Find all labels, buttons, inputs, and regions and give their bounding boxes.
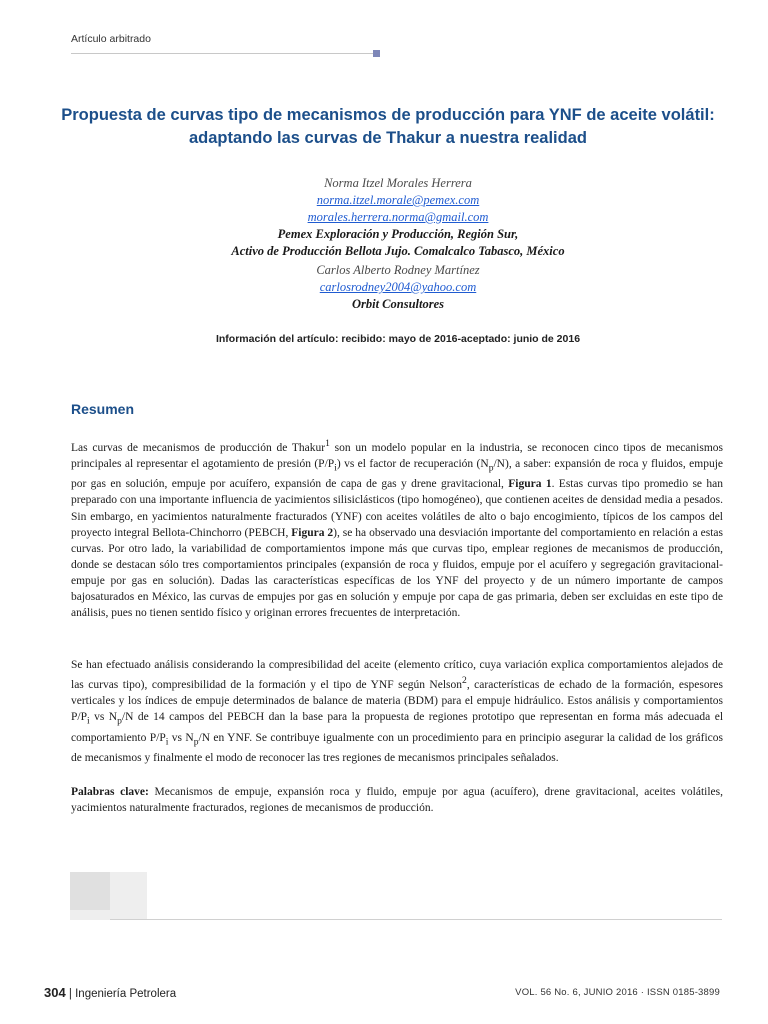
keywords-text: Mecanismos de empuje, expansión roca y fluido, empuje por agua (acuífero), drene gravitacional, aceites volátiles, yacimientos naturalmente fracturados, regiones de mecanismos de producción. (71, 786, 723, 815)
text-run: . Estas curvas tipo promedio se han preparado con una importante influencia de yacimientos silisiclásticos (tipo homogéneo), que contienen aceites de densidad media a pesados. Sin embargo, en yacimientos naturalmente fracturados (YNF) con aceites volátiles de alto o bajo encogimiento, típicos de los campos del proyecto integral Bellota-Chinchorro (PEBCH, (71, 478, 723, 539)
subscript: p (488, 462, 494, 474)
journal-name: Ingeniería Petrolera (75, 988, 177, 1000)
reference-number: 2 (462, 675, 467, 687)
decorative-block (70, 872, 110, 910)
decorative-block (110, 872, 147, 920)
author-affiliation: Pemex Exploración y Producción, Región Sur, (277, 227, 519, 241)
subscript: p (117, 715, 122, 727)
footer-separator: | (68, 988, 72, 1000)
text-run: vs N (89, 711, 118, 724)
author-name: Carlos Alberto Rodney Martínez (316, 263, 480, 277)
page-number: 304 (44, 985, 66, 1000)
top-rule (71, 53, 376, 54)
text-run: Se han efectuado análisis considerando la compresibilidad del aceite (elemento crítico, cuya variación explica comportamientos alejados de las curvas tipo), compresibilidad de la formación y el tipo de YNF según Nelson (71, 659, 723, 691)
text-run: vs N (168, 731, 194, 744)
figure-reference: Figura 1 (508, 478, 552, 491)
abstract-heading: Resumen (71, 401, 135, 417)
author-email-link[interactable]: carlosrodney2004@yahoo.com (319, 280, 477, 294)
top-accent-square (373, 50, 380, 57)
author-block (98, 175, 698, 313)
author-affiliation: Orbit Consultores (351, 297, 445, 311)
reference-number: 1 (325, 438, 330, 449)
keywords-label: Palabras clave: (71, 786, 149, 798)
subscript: p (193, 735, 199, 747)
text-run: /N), a saber: expansión de roca y fluidos, empuje por gas en solución, empuje por acuífero, expansión de capa de gas y drene gravitacional, (71, 457, 724, 491)
author-name: Norma Itzel Morales Herrera (324, 176, 472, 190)
author-email-link[interactable]: morales.herrera.norma@gmail.com (307, 210, 489, 224)
text-run: ) vs el factor de recuperación (N (336, 457, 489, 470)
decorative-block (70, 910, 110, 920)
subscript: i (165, 735, 169, 747)
abstract-paragraph (71, 436, 723, 621)
volume-info: VOL. 56 No. 6, JUNIO 2016 · ISSN 0185-3899 (515, 987, 720, 998)
article-info: Información del artículo: recibido: mayo de 2016-aceptado: junio de 2016 (215, 333, 581, 345)
author-affiliation: Activo de Producción Bellota Jujo. Comalcalco Tabasco, México (231, 244, 565, 258)
bottom-rule (110, 919, 722, 920)
text-run: Las curvas de mecanismos de producción de Thakur (71, 441, 326, 454)
text-run: son un modelo popular en la industria, se reconocen cinco tipos de mecanismos principales al representar el agotamiento de presión (P/P (71, 441, 723, 470)
text-run: /N en YNF. Se contribuye igualmente con un procedimiento para en principio asegurar la calidad de los gráficos de mecanismos y finalmente el modo de reconocer las tres regiones de mecanismos principales señalados. (71, 731, 724, 764)
keywords (71, 784, 723, 816)
text-run: , características de echado de la formación, espesores verticales y los índices de empuje determinados de balance de materia (BDM) para el empuje hidráulico. Estos análisis y comportamientos P/P (71, 678, 723, 724)
author-email-link[interactable]: norma.itzel.morale@pemex.com (316, 193, 480, 207)
text-run: ), se ha observado una desviación importante del comportamiento en relación a estas curvas. Por otro lado, la variabilidad de comportamientos impone más que curvas tipo, emplear regiones de mecanismos de producción, donde se destacan sólo tres comportamientos principales (expansión de roca y fluidos, empuje por el acuífero y segregación gravitacional-empuje por gas en solución). Dadas las características específicas de los YNF del proyecto y de un número importante de campos bajosaturados en México, las curvas de empujes por gas en solución y empuje por capa de gas primaria, deben ser excluidas en este tipo de análisis, pues no tienen sentido físico y originan errores frecuentes de interpretación. (71, 526, 723, 620)
subscript: i (334, 462, 337, 474)
text-run: /N de 14 campos del PEBCH dan la base para la propuesta de regiones prototipo que representan en forma más adecuada el comportamiento P/P (71, 711, 724, 744)
footer-left (44, 985, 176, 1000)
figure-reference: Figura 2 (291, 526, 334, 539)
section-label: Artículo arbitrado (71, 33, 151, 45)
subscript: i (87, 715, 90, 727)
article-title: Propuesta de curvas tipo de mecanismos de producción para YNF de aceite volátil: adaptando las curvas de Thakur a nuestra realidad (61, 106, 715, 147)
abstract-paragraph (71, 657, 723, 766)
